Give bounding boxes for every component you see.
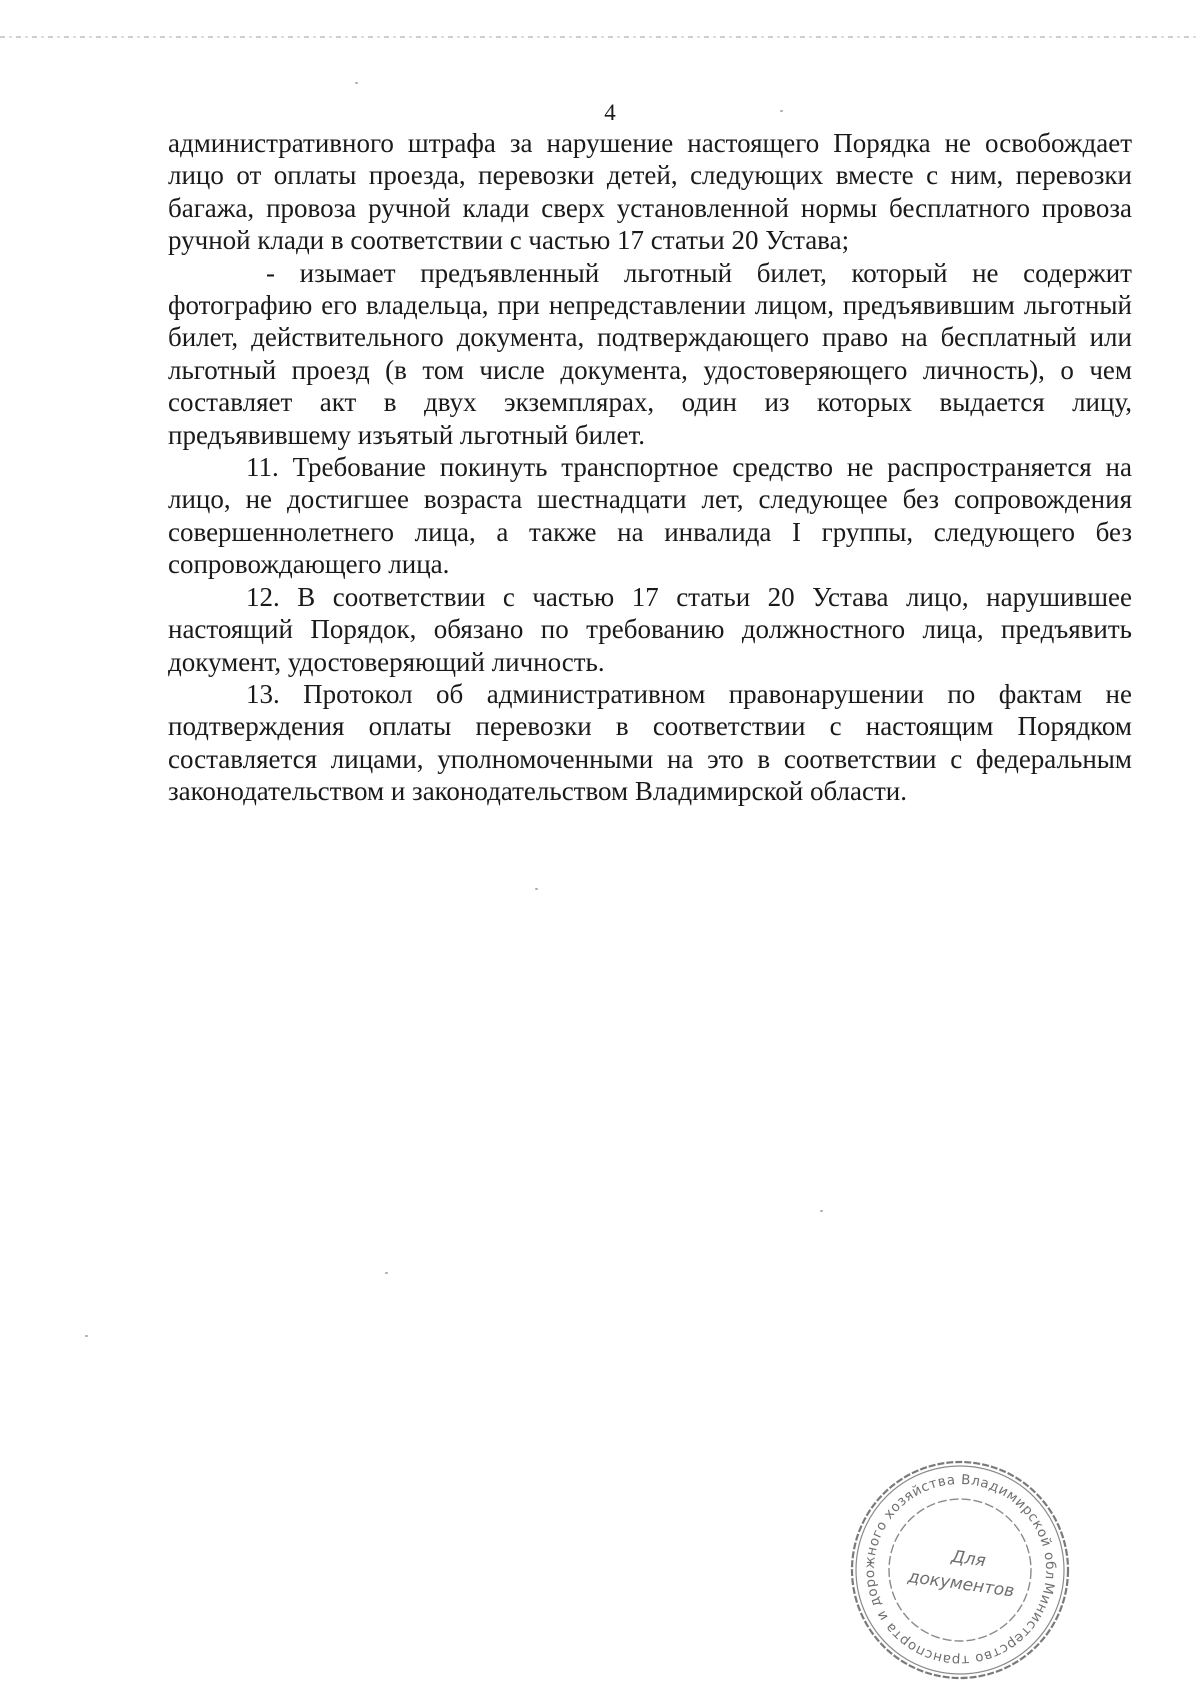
paragraph-clause-13: 13. Протокол об административном правонарушении по фактам не подтверждения оплаты перевозки в соответствии с настоящим Порядком составляется лицами, уполномоченными на это в соответствии с федеральным законодательством и законодательством Владимирской области. xyxy=(168,678,1132,807)
paragraph-clause-12: 12. В соответствии с частью 17 статьи 20 Устава лицо, нарушившее настоящий Порядок, обязано по требованию должностного лица, предъявить документ, удостоверяющий личность. xyxy=(168,581,1132,677)
stamp-ring-text xyxy=(845,1459,1075,1685)
official-seal-stamp xyxy=(845,1455,1075,1685)
paragraph-clause-11: 11. Требование покинуть транспортное средство не распространяется на лицо, не достигшее возраста шестнадцати лет, следующее без сопровождения совершеннолетнего лица, а также на инвалида I группы, следующего без сопровождающего лица. xyxy=(168,452,1132,580)
scan-speck xyxy=(780,110,783,112)
scan-speck xyxy=(355,82,358,84)
page-number: 4 xyxy=(604,100,616,125)
stamp-center-line1: Для xyxy=(950,1546,988,1572)
document-body xyxy=(168,127,1132,808)
stamp-ring-text-path: Министерство транспорта и дорожного хозяйства Владимирской области xyxy=(861,1471,1059,1669)
scan-speck xyxy=(820,1210,823,1212)
scan-speck xyxy=(385,1272,388,1274)
paragraph-continuation: административного штрафа за нарушение настоящего Порядка не освобождает лицо от оплаты проезда, перевозки детей, следующих вместе с ним, перевозки багажа, провоза ручной клади сверх установленной нормы бесплатного провоза ручной клади в соответствии с частью 17 статьи 20 Устава; xyxy=(168,128,1132,256)
scan-speck xyxy=(535,888,538,890)
scan-edge xyxy=(0,36,1200,38)
stamp-center-line2: документов xyxy=(906,1566,1016,1602)
paragraph-list-item: - изымает предъявленный льготный билет, который не содержит фотографию его владельца, при непредставлении лицом, предъявившим льготный билет, действительного документа, подтверждающего право на бесплатный или льготный проезд (в том числе документа, удостоверяющего личность), о чем составляет акт в двух экземплярах, один из которых выдается лицу, предъявившему изъятый льготный билет. xyxy=(168,257,1132,450)
scan-speck xyxy=(85,1335,88,1337)
